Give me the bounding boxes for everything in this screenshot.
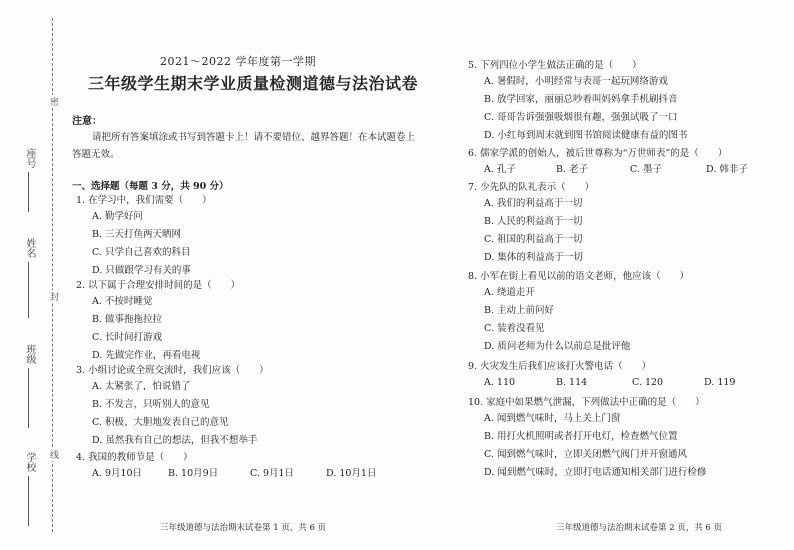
question-5 bbox=[468, 59, 687, 145]
option-b[interactable]: B. 老子 bbox=[556, 164, 589, 175]
question-7 bbox=[468, 181, 594, 267]
question-3 bbox=[76, 364, 269, 450]
question-stem: 6. 儒家学派的创始人，被后世尊称为“万世师表”的是（ ） bbox=[468, 148, 728, 159]
option-d[interactable]: D. 质问老师为什么以前总是批评他 bbox=[484, 341, 631, 352]
option-c[interactable]: C. 9月1日 bbox=[250, 468, 295, 479]
question-stem: 4. 我国的教师节是（ ） bbox=[76, 452, 193, 463]
option-d[interactable]: D. 小红每到周末就到图书馆阅读健康有益的图书 bbox=[484, 130, 688, 141]
exam-year: 2021～2022 学年度第一学期 bbox=[160, 55, 316, 68]
question-stem: 10. 家庭中如果燃气泄漏，下列做法中正确的是（ ） bbox=[468, 397, 705, 408]
option-a[interactable]: A. 110 bbox=[484, 377, 516, 388]
option-b[interactable]: B. 主动上前问好 bbox=[484, 305, 555, 316]
option-d[interactable]: D. 只做跟学习有关的事 bbox=[92, 265, 191, 276]
option-b[interactable]: B. 人民的利益高于一切 bbox=[484, 216, 583, 227]
exam-title: 三年级学生期末学业质量检测道德与法治试卷 bbox=[88, 74, 419, 93]
option-d[interactable]: D. 集体的利益高于一切 bbox=[484, 252, 583, 263]
option-a[interactable]: A. 暑假时，小明经常与表哥一起玩网络游戏 bbox=[484, 76, 668, 87]
page-footer: 三年级道德与法治期末试卷第 2 页，共 6 页 bbox=[556, 523, 723, 533]
name-label: 姓名 bbox=[24, 238, 35, 258]
option-c[interactable]: C. 哥哥告诉强强吸烟很有趣，强强试吸了一口 bbox=[484, 112, 678, 123]
option-a[interactable]: A. 太紧张了，怕说错了 bbox=[92, 381, 191, 392]
seat-number-blank[interactable] bbox=[28, 172, 29, 212]
option-a[interactable]: A. 绕道走开 bbox=[484, 287, 535, 298]
option-b[interactable]: B. 不发言，只听别人的意见 bbox=[92, 399, 210, 410]
class-blank[interactable] bbox=[28, 368, 29, 428]
option-c[interactable]: C. 装着没看见 bbox=[484, 323, 545, 334]
question-1 bbox=[76, 194, 212, 280]
question-6 bbox=[468, 147, 776, 179]
exam-page-2 bbox=[460, 0, 790, 550]
question-stem: 1. 在学习中，我们需要（ ） bbox=[76, 195, 212, 206]
cut-mark-xian: 线 bbox=[48, 450, 58, 459]
option-a[interactable]: A. 不按时睡觉 bbox=[92, 296, 153, 307]
option-b[interactable]: B. 放学回家，丽丽总吵着叫妈妈拿手机刷抖音 bbox=[484, 94, 678, 105]
question-4 bbox=[76, 451, 406, 483]
option-d[interactable]: D. 10月1日 bbox=[326, 468, 377, 479]
binding-margin bbox=[0, 0, 62, 550]
option-b[interactable]: B. 做事拖拖拉拉 bbox=[92, 314, 163, 325]
question-stem: 2. 以下属于合理安排时间的是（ ） bbox=[76, 280, 241, 291]
option-c[interactable]: C. 120 bbox=[632, 377, 664, 388]
notice-heading: 注意： bbox=[72, 116, 102, 127]
option-c[interactable]: C. 墨子 bbox=[630, 164, 662, 175]
option-row bbox=[76, 465, 406, 483]
option-a[interactable]: A. 9月10日 bbox=[92, 468, 143, 479]
option-b[interactable]: B. 三天打鱼两天晒网 bbox=[92, 229, 182, 240]
option-row bbox=[468, 374, 764, 392]
cut-mark-feng: 封 bbox=[48, 292, 58, 301]
question-10 bbox=[468, 396, 706, 482]
question-stem: 9. 火灾发生后我们应该打火警电话（ ） bbox=[468, 361, 652, 372]
notice-body: 请把所有答案填涂或书写到答题卡上！请不要错位、越界答题！在本试题卷上答题无效。 bbox=[72, 132, 416, 160]
school-label: 学校 bbox=[24, 452, 35, 472]
question-stem: 5. 下列四位小学生做法正确的是（ ） bbox=[468, 60, 642, 71]
option-c[interactable]: C. 祖国的利益高于一切 bbox=[484, 234, 583, 245]
question-stem: 3. 小组讨论或全班交流时，我们应该（ ） bbox=[76, 365, 269, 376]
option-d[interactable]: D. 虽然我有自己的想法，但我不想举手 bbox=[92, 435, 258, 446]
option-d[interactable]: D. 先做完作业，再看电视 bbox=[92, 350, 201, 361]
option-c[interactable]: C. 只学自己喜欢的科目 bbox=[92, 247, 191, 258]
exam-page-1 bbox=[70, 0, 440, 550]
option-d[interactable]: D. 闻到燃气味时，立即打电话通知相关部门进行检修 bbox=[484, 467, 707, 478]
cut-mark-mi: 密 bbox=[48, 97, 58, 106]
name-blank[interactable] bbox=[28, 262, 29, 318]
option-a[interactable]: A. 勤学好问 bbox=[92, 211, 143, 222]
option-d[interactable]: D. 韩非子 bbox=[706, 164, 748, 175]
option-c[interactable]: C. 长时间打游戏 bbox=[92, 332, 162, 343]
question-8 bbox=[468, 270, 689, 356]
option-a[interactable]: A. 我们的利益高于一切 bbox=[484, 198, 583, 209]
question-stem: 7. 少先队的队礼表示（ ） bbox=[468, 182, 595, 193]
question-stem: 8. 小军在街上看见以前的语文老师，他应该（ ） bbox=[468, 271, 690, 282]
question-2 bbox=[76, 279, 240, 365]
question-9 bbox=[468, 360, 764, 392]
option-d[interactable]: D. 119 bbox=[704, 377, 736, 388]
option-b[interactable]: B. 10月9日 bbox=[168, 468, 219, 479]
seat-number-label: 座号 bbox=[24, 148, 35, 168]
option-a[interactable]: A. 闻到燃气味时，马上关上门窗 bbox=[484, 413, 621, 424]
school-blank[interactable] bbox=[28, 476, 29, 526]
section-heading: 一、选择题（每题 3 分，共 90 分） bbox=[72, 181, 229, 192]
page-footer: 三年级道德与法治期末试卷第 1 页，共 6 页 bbox=[160, 523, 327, 533]
class-label: 班级 bbox=[24, 344, 35, 364]
option-c[interactable]: C. 闻到燃气味时，立即关闭燃气阀门并开窗通风 bbox=[484, 449, 687, 460]
option-row bbox=[468, 161, 776, 179]
option-c[interactable]: C. 积极、大胆地发表自己的意见 bbox=[92, 417, 229, 428]
option-b[interactable]: B. 用打火机照明或者打开电灯，检查燃气位置 bbox=[484, 431, 678, 442]
option-a[interactable]: A. 孔子 bbox=[484, 164, 516, 175]
option-b[interactable]: B. 114 bbox=[556, 377, 588, 388]
